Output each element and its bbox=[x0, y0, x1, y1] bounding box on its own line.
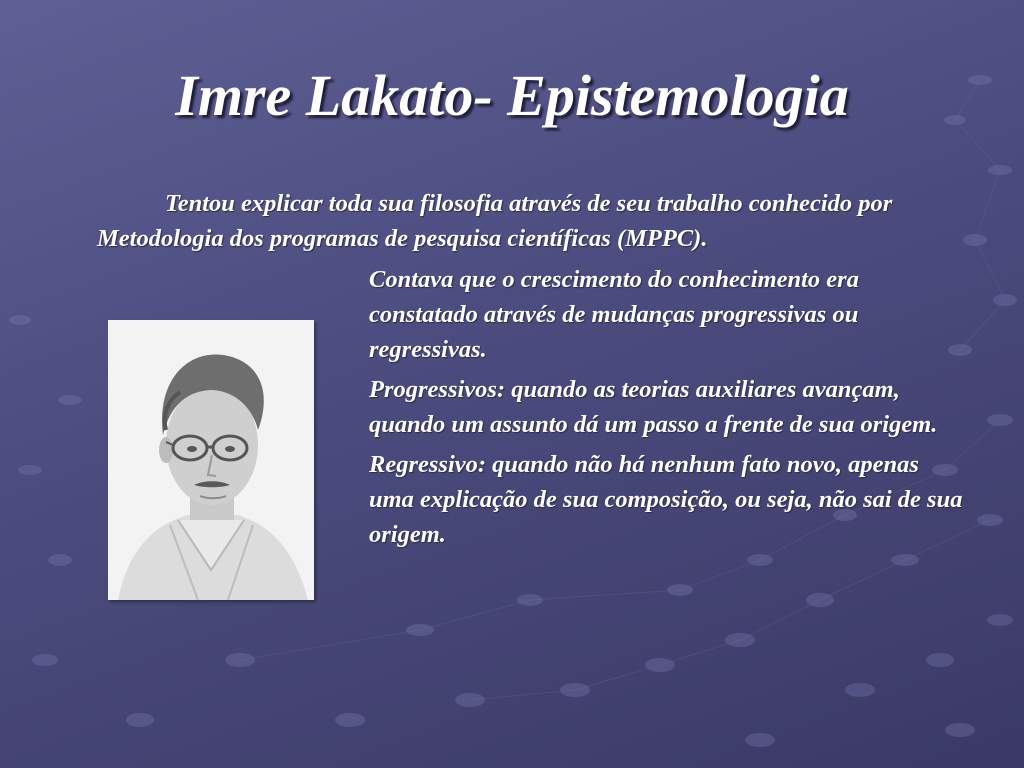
bullet-list bbox=[369, 262, 969, 557]
bullet-item-regressivo: Regressivo: quando não há nenhum fato novo, apenas uma explicação de sua composição, ou seja, não sai de sua origem. bbox=[369, 451, 963, 548]
bullet-item-progressivos: Progressivos: quando as teorias auxiliares avançam, quando um assunto dá um passo a frente de sua origem. bbox=[369, 376, 938, 438]
bullet-item-crescimento: Contava que o crescimento do conhecimento era constatado através de mudanças progressivas ou regressivas. bbox=[369, 266, 859, 363]
intro-paragraph: Tentou explicar toda sua filosofia através de seu trabalho conhecido por Metodologia dos programas de pesquisa científicas (MPPC). bbox=[97, 190, 893, 252]
slide-title: Imre Lakato- Epistemologia bbox=[175, 63, 849, 128]
portrait-photo bbox=[108, 320, 314, 600]
